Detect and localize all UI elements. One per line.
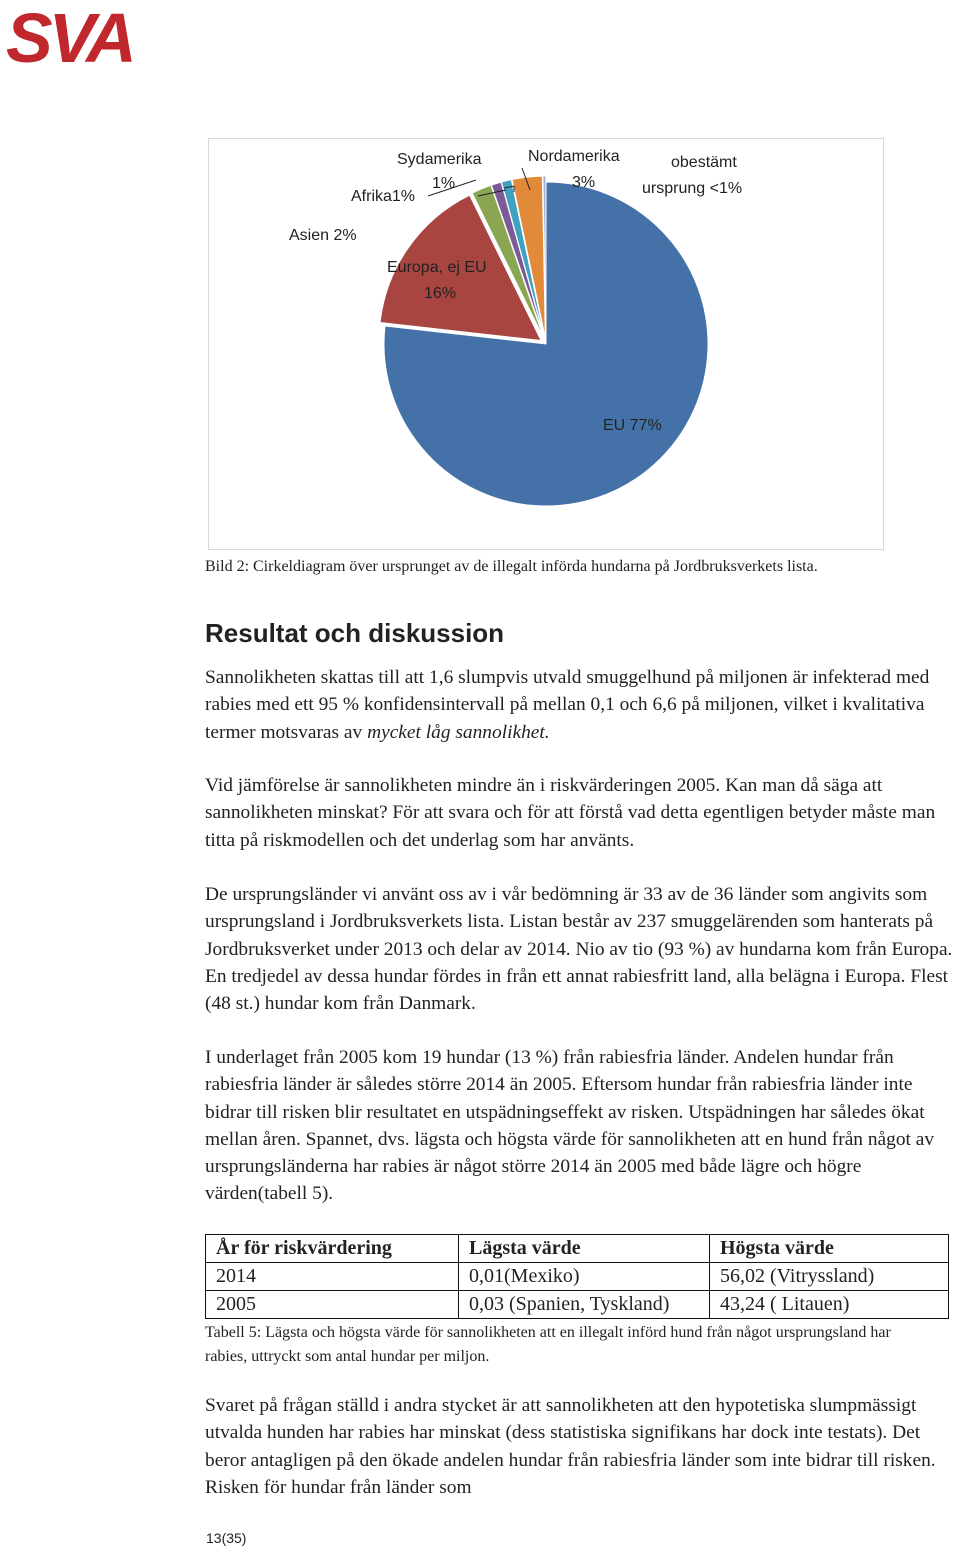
label-sydamerika-2: 1% [432, 175, 456, 192]
label-asien: Asien 2% [289, 227, 357, 244]
paragraph-4: I underlaget från 2005 kom 19 hundar (13 %) från rabiesfria länder. Andelen hundar från rabiesfria länder är således större 2014 än 2005. Eftersom hundar från rabiesfria länder inte bidrar till risken blir resultatet en utspädningseffekt av risken. Utspädningen har således ökat mellan åren. Spannet, dvs. lägsta och högsta värde för sannolikheten att en hund från något av ursprungsländerna har rabies är något större 2014 än 2005 med både lägre och högre värden(tabell 5). [205, 1047, 935, 1205]
label-europa-1: Europa, ej EU [387, 259, 487, 276]
table-row [206, 1291, 949, 1319]
label-afrika: Afrika1% [351, 188, 416, 205]
paragraph-1-emphasis: mycket låg sannolikhet. [367, 721, 550, 743]
table-caption: Tabell 5: Lägsta och högsta värde för sannolikheten att en illegalt införd hund från något ursprungsland har rabies, uttryckt som antal hundar per miljon. [205, 1324, 891, 1365]
page-number: 13(35) [206, 1530, 247, 1546]
paragraph-1 [205, 664, 960, 746]
paragraph-1-text: Sannolikheten skattas till att 1,6 slumpvis utvald smuggelhund på miljonen är infekterad med rabies med ett 95 % konfidensintervall på mellan 0,1 och 6,6 på miljonen, vilket i kvalitativa termer motsvaras av [205, 667, 930, 743]
table-cell: 56,02 (Vitryssland) [710, 1263, 949, 1291]
label-obestamt-1: obestämt [671, 154, 737, 171]
table-cell: 0,01(Mexiko) [459, 1263, 710, 1291]
sva-logo-text: SVA [6, 4, 133, 68]
table-cell: 2014 [206, 1263, 459, 1291]
label-eu: EU 77% [603, 417, 662, 434]
paragraph-3: De ursprungsländer vi använt oss av i vår bedömning är 33 av de 36 länder som angivits som ursprungsland i Jordbruksverkets lista. Listan består av 237 smuggelärenden som hanterats på Jordbruksverket under 2013 och delar av 2014. Nio av tio (93 %) av hundarna kom från Europa. En tredjedel av dessa hundar fördes in från ett annat rabiesfritt land, alla belägna i Europa. Flest (48 st.) hundar kom från Danmark. [205, 884, 953, 1015]
sva-logo [6, 4, 162, 68]
label-sydamerika-1: Sydamerika [397, 151, 482, 168]
table-cell: 2005 [206, 1291, 459, 1319]
table-header-cell: År för riskvärdering [206, 1235, 459, 1263]
pie-chart [208, 138, 884, 550]
paragraph-2: Vid jämförelse är sannolikheten mindre än i riskvärderingen 2005. Kan man då säga att sannolikheten minskat? För att svara och för att förstå vad detta egentligen betyder måste man titta på riskmodellen och det underlag som har använts. [205, 775, 936, 851]
figure-caption: Bild 2: Cirkeldiagram över ursprunget av de illegalt införda hundarna på Jordbruksverkets lista. [205, 558, 818, 575]
table-row [206, 1263, 949, 1291]
label-nordamerika-1: Nordamerika [528, 148, 620, 165]
table-cell: 0,03 (Spanien, Tyskland) [459, 1291, 710, 1319]
table-cell: 43,24 ( Litauen) [710, 1291, 949, 1319]
paragraph-5: Svaret på frågan ställd i andra stycket är att sannolikheten att den hypotetiska slumpmässigt utvalda hunden har rabies har minskat (dess statistiska signifikans har dock inte testats). Det beror antagligen på den ökade andelen hundar från rabiesfria länder som inte bidrar till risken. Risken för hundar från länder som [205, 1395, 936, 1498]
table-header-row [206, 1235, 949, 1263]
table-header-cell: Lägsta värde [459, 1235, 710, 1263]
label-nordamerika-2: 3% [572, 174, 596, 191]
section-heading: Resultat och diskussion [205, 618, 505, 648]
risk-table [205, 1234, 949, 1319]
table-header-cell: Högsta värde [710, 1235, 949, 1263]
label-europa-2: 16% [424, 285, 457, 302]
label-obestamt-2: ursprung <1% [642, 180, 743, 197]
